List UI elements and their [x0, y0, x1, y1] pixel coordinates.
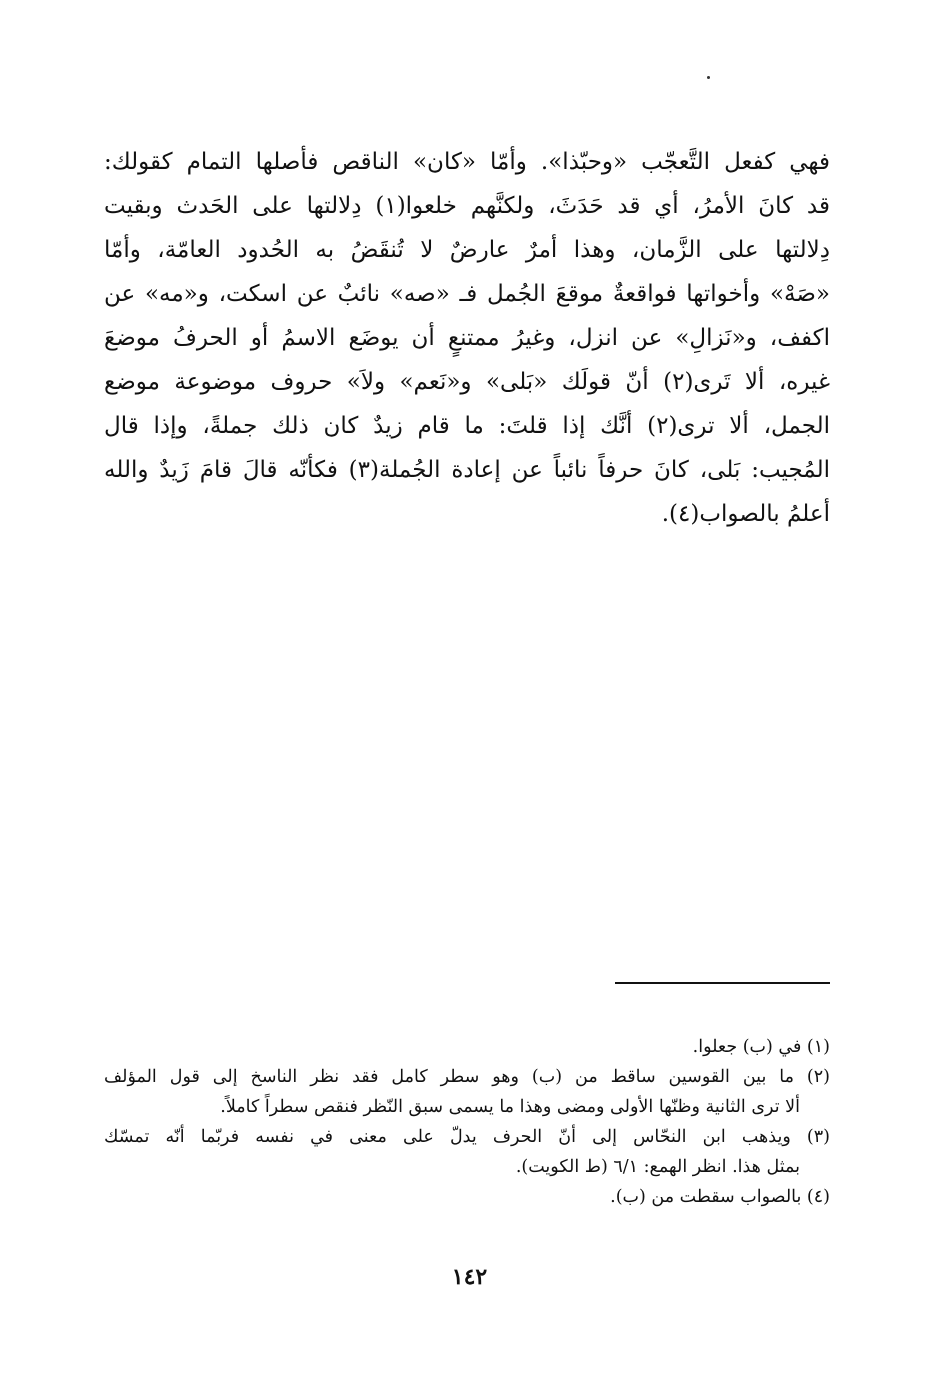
text-line-3: دِلالتها على الزَّمان، وهذا أمرٌ عارضٌ لا تُنقَضُ به الحُدود العامّة، وأمّا	[104, 237, 830, 263]
text-line-5: اكفف، و«نَزالِ» عن انزل، وغيرُ ممتنعٍ أن يوضَع الاسمُ أو الحرفُ موضعَ	[104, 325, 830, 351]
footnote-3: (٣) ويذهب ابن النحّاس إلى أنّ الحرف يدلّ على معنى في نفسه فربّما أنّه تمسّك	[104, 1127, 830, 1147]
footnote-3-continuation: بمثل هذا. انظر الهمع: ٦/١ (ط الكويت).	[515, 1157, 800, 1177]
text-line-1: فهي كفعل التَّعجّب «وحبّذا». وأمّا «كان» الناقص فأصلها التمام كقولك:	[104, 149, 830, 175]
footnote-2-continuation: ألا ترى الثانية وظنّها الأولى ومضى وهذا ما يسمى سبق النّظر فنقص سطراً كاملاً.	[220, 1097, 800, 1117]
text-line-7: الجمل، ألا ترى(٢) أنَّك إذا قلتَ: ما قام زيدٌ كان ذلك جملةً، وإذا قال	[104, 413, 830, 439]
text-line-8: المُجيب: بَلى، كانَ حرفاً نائباً عن إعادة الجُملة(٣) فكأنّه قالَ قامَ زَيدٌ والله	[104, 457, 831, 483]
footnote-2: (٢) ما بين القوسين ساقط من (ب) وهو سطر كامل فقد نظر الناسخ إلى قول المؤلف	[104, 1067, 830, 1087]
footnote-1: (١) في (ب) جعلوا.	[692, 1037, 830, 1057]
text-line-4: «صَهْ» وأخواتها فواقعةٌ موقعَ الجُمل فـ «صه» نائبٌ عن اسكت، و«مه» عن	[104, 281, 830, 307]
page-number: ١٤٢	[451, 1264, 488, 1290]
paper-speck	[707, 76, 710, 79]
text-line-9: أعلمُ بالصواب(٤).	[661, 501, 830, 527]
footnote-separator	[615, 982, 830, 984]
text-line-6: غيره، ألا تَرى(٢) أنّ قولَك «بَلى» و«نَعم» ولاَ» حروف موضوعة موضع	[104, 369, 830, 395]
text-line-2: قد كانَ الأمرُ، أي قد حَدَثَ، ولكنَّهم خلعوا(١) دِلالتها على الحَدث وبقيت	[104, 193, 831, 219]
main-text	[104, 140, 830, 536]
footnote-4: (٤) بالصواب سقطت من (ب).	[610, 1187, 830, 1207]
footnotes	[104, 1032, 830, 1212]
